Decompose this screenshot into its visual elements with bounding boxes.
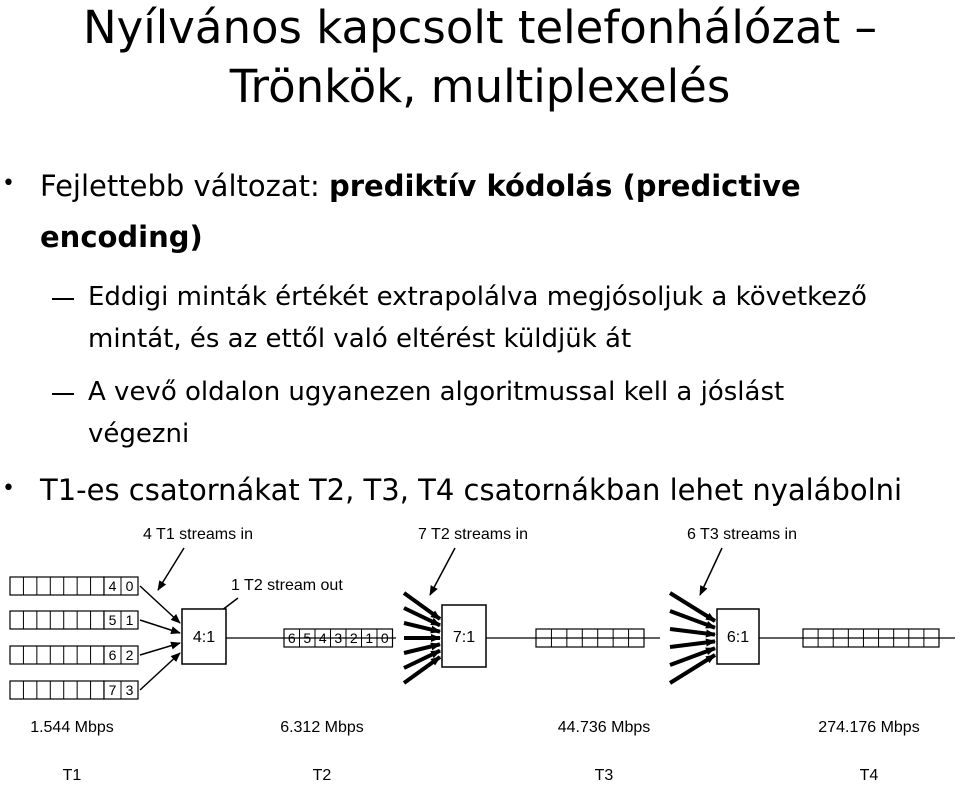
fan-arrow	[670, 629, 715, 635]
t2-frame-number: 1	[365, 630, 374, 646]
bullet-1-line-2: encoding)	[40, 220, 203, 254]
title-line-2: Trönkök, multiplexelés	[229, 60, 731, 113]
multiplexing-diagram	[0, 515, 960, 787]
dash-icon	[52, 393, 74, 395]
t2-frame-number: 3	[334, 630, 343, 646]
label-t2-streams-in: 7 T2 streams in	[418, 526, 528, 543]
fan-arrow	[670, 655, 715, 683]
t2-frame-number: 6	[287, 630, 296, 646]
t1-frame-number: 1	[125, 612, 134, 628]
level-t3: T3	[594, 767, 614, 784]
fan-arrow	[670, 593, 715, 621]
t1-frame-number: 6	[108, 647, 117, 663]
pointer-arrow	[700, 548, 722, 595]
fan-arrow	[670, 611, 715, 628]
t1-frame-number: 2	[125, 647, 134, 663]
level-t2: T2	[312, 767, 332, 784]
mux-4-1-label: 4:1	[192, 629, 216, 646]
t2-frame-number: 4	[318, 630, 327, 646]
pointer-arrow	[430, 548, 455, 595]
bullet-dot-icon: •	[2, 171, 15, 196]
t1-frame-number: 3	[125, 682, 134, 698]
rate-t1: 1.544 Mbps	[30, 719, 114, 736]
pointer-arrow	[158, 548, 184, 590]
rate-t3: 44.736 Mbps	[557, 719, 651, 736]
sub-bullet-2-line-1: A vevő oldalon ugyanezen algoritmussal kell a jóslást	[88, 377, 785, 407]
fan-arrow	[670, 641, 715, 647]
rate-t2: 6.312 Mbps	[280, 719, 364, 736]
t1-frame-number: 5	[108, 612, 117, 628]
fan-in-6-arrows	[670, 593, 715, 683]
label-t3-streams-in: 6 T3 streams in	[687, 526, 797, 543]
t1-frame-number: 7	[108, 682, 117, 698]
label-t2-stream-out: 1 T2 stream out	[231, 577, 343, 594]
t1-stream-1-frame	[10, 611, 104, 629]
multiplexing-diagram-svg	[0, 515, 960, 787]
sub-bullet-2-line-2: végezni	[88, 419, 190, 449]
dash-icon	[52, 298, 74, 300]
bullet-2: T1-es csatornákat T2, T3, T4 csatornákban lehet nyalábolni	[40, 473, 903, 507]
t2-frame-number: 2	[349, 630, 358, 646]
t1-stream-2-frame	[10, 646, 104, 664]
t1-frame-number: 4	[108, 578, 117, 594]
t1-arrow	[140, 620, 180, 633]
level-t1: T1	[62, 767, 82, 784]
t1-stream-3-frame	[10, 681, 104, 699]
rate-t4: 274.176 Mbps	[818, 719, 920, 736]
t1-arrow	[140, 653, 180, 690]
t1-stream-0-frame	[10, 577, 104, 595]
bullet-1-bold: prediktív kódolás (predictive	[328, 169, 801, 203]
mux-7-1-label: 7:1	[452, 629, 476, 646]
t2-frame-number: 0	[380, 630, 389, 646]
sub-bullet-1-line-2: mintát, és az ettől való eltérést küldjük át	[88, 324, 632, 354]
t1-frame-number: 0	[125, 578, 134, 594]
t1-arrow	[140, 586, 180, 623]
bullet-1-line-1	[40, 164, 801, 208]
level-t4: T4	[859, 767, 879, 784]
t1-streams	[10, 577, 180, 699]
label-t1-streams-in: 4 T1 streams in	[143, 526, 253, 543]
bullet-dot-icon: •	[2, 476, 15, 501]
fan-in-7-arrows	[404, 593, 440, 683]
mux-6-1-label: 6:1	[726, 629, 750, 646]
t2-frame-number: 5	[303, 630, 312, 646]
bullet-1-prefix: Fejlettebb változat:	[40, 169, 329, 203]
t1-arrow	[140, 643, 180, 655]
fan-arrow	[670, 648, 715, 665]
sub-bullet-1-line-1: Eddigi minták értékét extrapolálva megjósoljuk a következő	[88, 282, 867, 312]
title-line-1: Nyílvános kapcsolt telefonhálózat –	[82, 1, 878, 54]
